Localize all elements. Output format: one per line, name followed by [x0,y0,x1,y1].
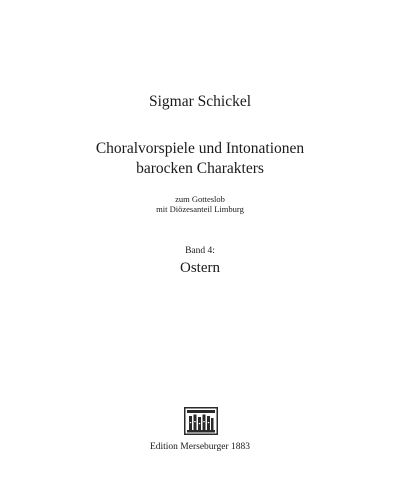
volume-label: Band 4: [185,246,215,256]
title-line-2: barocken Charakters [136,160,264,177]
organ-pipes-logo-icon [184,407,218,435]
volume-title: Ostern [180,260,220,276]
title-line-1: Choralvorspiele und Intonationen [95,140,305,157]
subtitle-line-2: mit Diözesanteil Limburg [156,204,244,214]
author-name: Sigmar Schickel [148,93,252,110]
subtitle-line-1: zum Gotteslob [175,194,225,204]
publisher-name: Edition Merseburger 1883 [149,442,251,452]
